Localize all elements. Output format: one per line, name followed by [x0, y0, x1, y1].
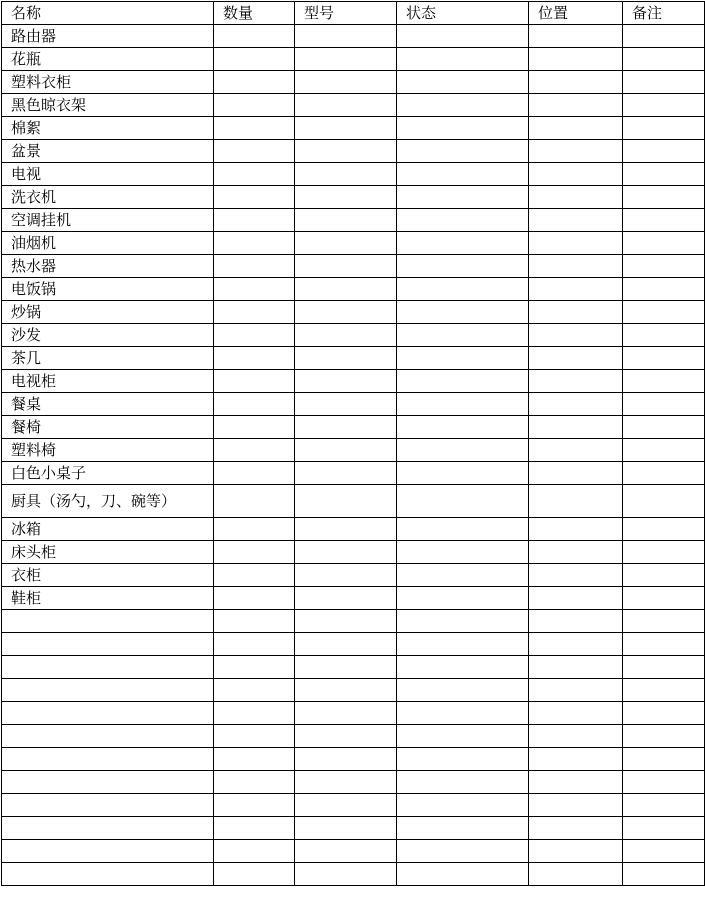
model-cell[interactable] [295, 347, 397, 370]
quantity-cell[interactable] [214, 794, 295, 817]
note-cell[interactable] [623, 863, 705, 886]
item-name-cell: 沙发 [2, 324, 214, 347]
location-cell[interactable] [529, 278, 623, 301]
table-row [2, 541, 705, 564]
table-row [2, 117, 705, 140]
item-name-cell [2, 863, 214, 886]
item-name-cell [2, 748, 214, 771]
item-name-cell: 空调挂机 [2, 209, 214, 232]
model-cell[interactable] [295, 863, 397, 886]
quantity-cell[interactable] [214, 541, 295, 564]
quantity-cell[interactable] [214, 324, 295, 347]
status-cell[interactable] [397, 439, 529, 462]
status-cell[interactable] [397, 301, 529, 324]
note-cell[interactable] [623, 518, 705, 541]
item-name-cell: 盆景 [2, 140, 214, 163]
table-row [2, 679, 705, 702]
note-cell[interactable] [623, 840, 705, 863]
status-cell[interactable] [397, 633, 529, 656]
note-cell[interactable] [623, 393, 705, 416]
location-cell[interactable] [529, 71, 623, 94]
table-row [2, 255, 705, 278]
note-cell[interactable] [623, 370, 705, 393]
item-name-cell: 洗衣机 [2, 186, 214, 209]
location-cell[interactable] [529, 347, 623, 370]
status-cell[interactable] [397, 71, 529, 94]
model-cell[interactable] [295, 771, 397, 794]
quantity-cell[interactable] [214, 439, 295, 462]
status-cell[interactable] [397, 393, 529, 416]
header-row [2, 2, 705, 25]
status-cell[interactable] [397, 347, 529, 370]
quantity-cell[interactable] [214, 610, 295, 633]
location-cell[interactable] [529, 725, 623, 748]
inventory-table [1, 1, 705, 886]
header-name: 名称 [2, 2, 214, 25]
note-cell[interactable] [623, 186, 705, 209]
status-cell[interactable] [397, 518, 529, 541]
table-row [2, 633, 705, 656]
quantity-cell[interactable] [214, 94, 295, 117]
model-cell[interactable] [295, 117, 397, 140]
table-row [2, 140, 705, 163]
quantity-cell[interactable] [214, 633, 295, 656]
location-cell[interactable] [529, 518, 623, 541]
table-row [2, 817, 705, 840]
item-name-cell: 茶几 [2, 347, 214, 370]
quantity-cell[interactable] [214, 485, 295, 518]
model-cell[interactable] [295, 518, 397, 541]
quantity-cell[interactable] [214, 863, 295, 886]
model-cell[interactable] [295, 393, 397, 416]
location-cell[interactable] [529, 94, 623, 117]
table-row [2, 370, 705, 393]
status-cell[interactable] [397, 771, 529, 794]
location-cell[interactable] [529, 416, 623, 439]
quantity-cell[interactable] [214, 48, 295, 71]
status-cell[interactable] [397, 232, 529, 255]
note-cell[interactable] [623, 140, 705, 163]
table-row [2, 462, 705, 485]
table-row [2, 324, 705, 347]
location-cell[interactable] [529, 301, 623, 324]
location-cell[interactable] [529, 163, 623, 186]
item-name-cell: 床头柜 [2, 541, 214, 564]
location-cell[interactable] [529, 863, 623, 886]
location-cell[interactable] [529, 48, 623, 71]
note-cell[interactable] [623, 301, 705, 324]
location-cell[interactable] [529, 209, 623, 232]
table-row [2, 416, 705, 439]
item-name-cell [2, 725, 214, 748]
note-cell[interactable] [623, 439, 705, 462]
model-cell[interactable] [295, 439, 397, 462]
status-cell[interactable] [397, 462, 529, 485]
quantity-cell[interactable] [214, 817, 295, 840]
model-cell[interactable] [295, 587, 397, 610]
status-cell[interactable] [397, 564, 529, 587]
quantity-cell[interactable] [214, 25, 295, 48]
item-name-cell: 路由器 [2, 25, 214, 48]
note-cell[interactable] [623, 25, 705, 48]
item-name-cell [2, 656, 214, 679]
item-name-cell: 热水器 [2, 255, 214, 278]
status-cell[interactable] [397, 679, 529, 702]
status-cell[interactable] [397, 209, 529, 232]
quantity-cell[interactable] [214, 232, 295, 255]
note-cell[interactable] [623, 347, 705, 370]
quantity-cell[interactable] [214, 393, 295, 416]
model-cell[interactable] [295, 748, 397, 771]
status-cell[interactable] [397, 186, 529, 209]
quantity-cell[interactable] [214, 278, 295, 301]
note-cell[interactable] [623, 209, 705, 232]
quantity-cell[interactable] [214, 71, 295, 94]
note-cell[interactable] [623, 163, 705, 186]
status-cell[interactable] [397, 278, 529, 301]
location-cell[interactable] [529, 771, 623, 794]
location-cell[interactable] [529, 485, 623, 518]
location-cell[interactable] [529, 25, 623, 48]
item-name-cell: 电视柜 [2, 370, 214, 393]
location-cell[interactable] [529, 610, 623, 633]
note-cell[interactable] [623, 94, 705, 117]
location-cell[interactable] [529, 541, 623, 564]
location-cell[interactable] [529, 679, 623, 702]
model-cell[interactable] [295, 163, 397, 186]
location-cell[interactable] [529, 117, 623, 140]
item-name-cell: 鞋柜 [2, 587, 214, 610]
model-cell[interactable] [295, 324, 397, 347]
model-cell[interactable] [295, 71, 397, 94]
note-cell[interactable] [623, 485, 705, 518]
note-cell[interactable] [623, 817, 705, 840]
item-name-cell [2, 679, 214, 702]
item-name-cell [2, 702, 214, 725]
model-cell[interactable] [295, 186, 397, 209]
quantity-cell[interactable] [214, 748, 295, 771]
model-cell[interactable] [295, 48, 397, 71]
header-status: 状态 [397, 2, 529, 25]
status-cell[interactable] [397, 817, 529, 840]
table-row [2, 656, 705, 679]
note-cell[interactable] [623, 278, 705, 301]
location-cell[interactable] [529, 370, 623, 393]
note-cell[interactable] [623, 748, 705, 771]
item-name-cell: 冰箱 [2, 518, 214, 541]
location-cell[interactable] [529, 232, 623, 255]
quantity-cell[interactable] [214, 587, 295, 610]
status-cell[interactable] [397, 117, 529, 140]
quantity-cell[interactable] [214, 725, 295, 748]
table-row [2, 186, 705, 209]
location-cell[interactable] [529, 462, 623, 485]
location-cell[interactable] [529, 748, 623, 771]
note-cell[interactable] [623, 564, 705, 587]
quantity-cell[interactable] [214, 656, 295, 679]
note-cell[interactable] [623, 794, 705, 817]
item-name-cell: 餐椅 [2, 416, 214, 439]
table-row [2, 725, 705, 748]
item-name-cell: 电视 [2, 163, 214, 186]
model-cell[interactable] [295, 817, 397, 840]
item-name-cell: 花瓶 [2, 48, 214, 71]
quantity-cell[interactable] [214, 186, 295, 209]
model-cell[interactable] [295, 140, 397, 163]
location-cell[interactable] [529, 794, 623, 817]
table-row [2, 794, 705, 817]
status-cell[interactable] [397, 840, 529, 863]
table-row [2, 48, 705, 71]
status-cell[interactable] [397, 140, 529, 163]
header-model: 型号 [295, 2, 397, 25]
quantity-cell[interactable] [214, 518, 295, 541]
model-cell[interactable] [295, 485, 397, 518]
item-name-cell [2, 633, 214, 656]
item-name-cell [2, 610, 214, 633]
table-row [2, 278, 705, 301]
table-row [2, 71, 705, 94]
quantity-cell[interactable] [214, 255, 295, 278]
note-cell[interactable] [623, 462, 705, 485]
location-cell[interactable] [529, 840, 623, 863]
quantity-cell[interactable] [214, 416, 295, 439]
location-cell[interactable] [529, 564, 623, 587]
model-cell[interactable] [295, 278, 397, 301]
status-cell[interactable] [397, 48, 529, 71]
location-cell[interactable] [529, 324, 623, 347]
header-location: 位置 [529, 2, 623, 25]
model-cell[interactable] [295, 232, 397, 255]
model-cell[interactable] [295, 656, 397, 679]
model-cell[interactable] [295, 25, 397, 48]
table-row [2, 863, 705, 886]
note-cell[interactable] [623, 725, 705, 748]
table-row [2, 771, 705, 794]
status-cell[interactable] [397, 370, 529, 393]
location-cell[interactable] [529, 633, 623, 656]
note-cell[interactable] [623, 702, 705, 725]
status-cell[interactable] [397, 725, 529, 748]
status-cell[interactable] [397, 863, 529, 886]
note-cell[interactable] [623, 656, 705, 679]
quantity-cell[interactable] [214, 679, 295, 702]
status-cell[interactable] [397, 324, 529, 347]
table-row [2, 25, 705, 48]
table-row [2, 748, 705, 771]
status-cell[interactable] [397, 416, 529, 439]
quantity-cell[interactable] [214, 564, 295, 587]
item-name-cell: 厨具（汤勺，刀、碗等） [2, 485, 214, 518]
location-cell[interactable] [529, 393, 623, 416]
item-name-cell [2, 794, 214, 817]
model-cell[interactable] [295, 209, 397, 232]
table-row [2, 232, 705, 255]
status-cell[interactable] [397, 587, 529, 610]
model-cell[interactable] [295, 633, 397, 656]
model-cell[interactable] [295, 725, 397, 748]
header-quantity: 数量 [214, 2, 295, 25]
note-cell[interactable] [623, 541, 705, 564]
item-name-cell: 衣柜 [2, 564, 214, 587]
note-cell[interactable] [623, 48, 705, 71]
quantity-cell[interactable] [214, 209, 295, 232]
table-row [2, 94, 705, 117]
quantity-cell[interactable] [214, 301, 295, 324]
table-row [2, 209, 705, 232]
table-row [2, 840, 705, 863]
quantity-cell[interactable] [214, 117, 295, 140]
location-cell[interactable] [529, 656, 623, 679]
note-cell[interactable] [623, 587, 705, 610]
status-cell[interactable] [397, 541, 529, 564]
quantity-cell[interactable] [214, 140, 295, 163]
table-row [2, 163, 705, 186]
table-row [2, 485, 705, 518]
quantity-cell[interactable] [214, 840, 295, 863]
table-row [2, 393, 705, 416]
note-cell[interactable] [623, 610, 705, 633]
item-name-cell: 塑料衣柜 [2, 71, 214, 94]
location-cell[interactable] [529, 702, 623, 725]
status-cell[interactable] [397, 610, 529, 633]
item-name-cell: 棉絮 [2, 117, 214, 140]
quantity-cell[interactable] [214, 702, 295, 725]
model-cell[interactable] [295, 564, 397, 587]
status-cell[interactable] [397, 748, 529, 771]
location-cell[interactable] [529, 587, 623, 610]
quantity-cell[interactable] [214, 370, 295, 393]
status-cell[interactable] [397, 163, 529, 186]
item-name-cell [2, 771, 214, 794]
item-name-cell: 炒锅 [2, 301, 214, 324]
item-name-cell: 塑料椅 [2, 439, 214, 462]
model-cell[interactable] [295, 610, 397, 633]
note-cell[interactable] [623, 633, 705, 656]
status-cell[interactable] [397, 485, 529, 518]
item-name-cell: 黑色晾衣架 [2, 94, 214, 117]
model-cell[interactable] [295, 370, 397, 393]
item-name-cell: 餐桌 [2, 393, 214, 416]
location-cell[interactable] [529, 817, 623, 840]
status-cell[interactable] [397, 25, 529, 48]
note-cell[interactable] [623, 679, 705, 702]
model-cell[interactable] [295, 541, 397, 564]
table-row [2, 301, 705, 324]
table-row [2, 587, 705, 610]
table-row [2, 610, 705, 633]
table-row [2, 347, 705, 370]
table-row [2, 564, 705, 587]
quantity-cell[interactable] [214, 163, 295, 186]
status-cell[interactable] [397, 94, 529, 117]
model-cell[interactable] [295, 794, 397, 817]
inventory-body [2, 2, 705, 886]
status-cell[interactable] [397, 255, 529, 278]
table-row [2, 439, 705, 462]
model-cell[interactable] [295, 462, 397, 485]
item-name-cell: 白色小桌子 [2, 462, 214, 485]
note-cell[interactable] [623, 416, 705, 439]
item-name-cell: 油烟机 [2, 232, 214, 255]
location-cell[interactable] [529, 439, 623, 462]
model-cell[interactable] [295, 702, 397, 725]
note-cell[interactable] [623, 232, 705, 255]
model-cell[interactable] [295, 255, 397, 278]
model-cell[interactable] [295, 94, 397, 117]
model-cell[interactable] [295, 679, 397, 702]
note-cell[interactable] [623, 117, 705, 140]
location-cell[interactable] [529, 255, 623, 278]
status-cell[interactable] [397, 656, 529, 679]
item-name-cell [2, 817, 214, 840]
note-cell[interactable] [623, 71, 705, 94]
item-name-cell [2, 840, 214, 863]
quantity-cell[interactable] [214, 347, 295, 370]
model-cell[interactable] [295, 416, 397, 439]
model-cell[interactable] [295, 840, 397, 863]
note-cell[interactable] [623, 771, 705, 794]
table-row [2, 518, 705, 541]
quantity-cell[interactable] [214, 771, 295, 794]
item-name-cell: 电饭锅 [2, 278, 214, 301]
quantity-cell[interactable] [214, 462, 295, 485]
note-cell[interactable] [623, 324, 705, 347]
location-cell[interactable] [529, 140, 623, 163]
status-cell[interactable] [397, 794, 529, 817]
status-cell[interactable] [397, 702, 529, 725]
location-cell[interactable] [529, 186, 623, 209]
table-row [2, 702, 705, 725]
header-note: 备注 [623, 2, 705, 25]
note-cell[interactable] [623, 255, 705, 278]
model-cell[interactable] [295, 301, 397, 324]
